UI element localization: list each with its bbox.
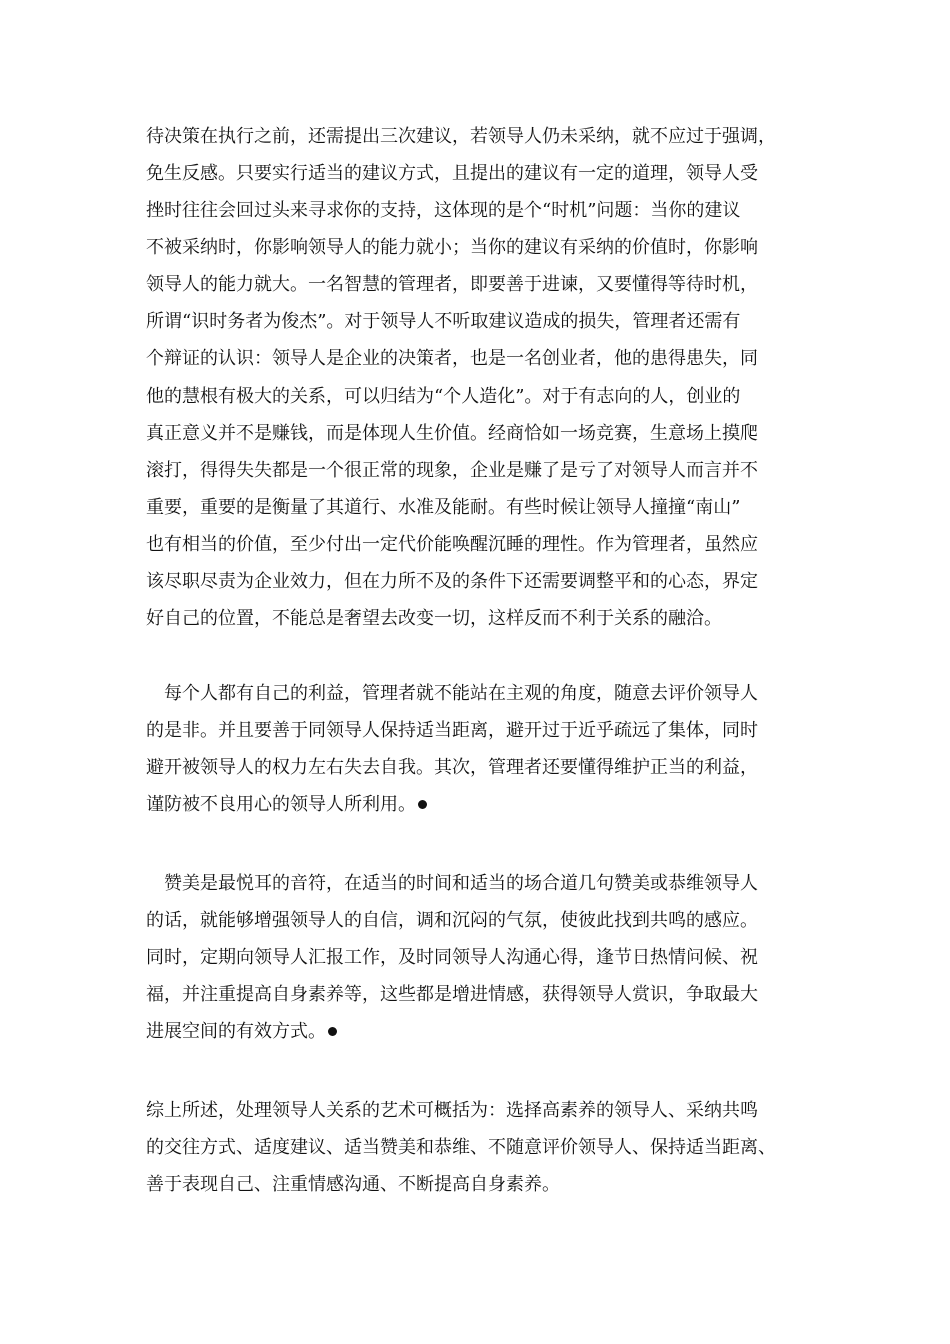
- text-line: 待决策在执行之前，还需提出三次建议，若领导人仍未采纳，就不应过于强调，: [146, 126, 776, 147]
- text-line: 滚打，得得失失都是一个很正常的现象，企业是赚了是亏了对领导人而言并不: [146, 460, 758, 481]
- bullet-dot-icon: [328, 1027, 337, 1036]
- text-line: 他的慧根有极大的关系，可以归结为“个人造化”。对于有志向的人，创业的: [146, 386, 741, 407]
- text-line: 不被采纳时，你影响领导人的能力就小；当你的建议有采纳的价值时，你影响: [146, 237, 758, 258]
- text-line: [146, 793, 427, 817]
- text-line: 赞美是最悦耳的音符，在适当的时间和适当的场合道几句赞美或恭维领导人: [164, 873, 758, 894]
- text-line: 善于表现自己、注重情感沟通、不断提高自身素养。: [146, 1174, 560, 1195]
- text-line: 的交往方式、适度建议、适当赞美和恭维、不随意评价领导人、保持适当距离、: [146, 1137, 776, 1158]
- text-line: 重要，重要的是衡量了其道行、水准及能耐。有些时候让领导人撞撞“南山”: [146, 497, 741, 518]
- text-line: 真正意义并不是赚钱，而是体现人生价值。经商恰如一场竞赛，生意场上摸爬: [146, 423, 758, 444]
- text-line: 避开被领导人的权力左右失去自我。其次，管理者还要懂得维护正当的利益，: [146, 757, 758, 778]
- text-line: 的话，就能够增强领导人的自信，调和沉闷的气氛，使彼此找到共鸣的感应。: [146, 910, 758, 931]
- text-line: 每个人都有自己的利益，管理者就不能站在主观的角度，随意去评价领导人: [164, 683, 758, 704]
- text-line: 所谓“识时务者为俊杰”。对于领导人不听取建议造成的损失，管理者还需有: [146, 311, 741, 332]
- text-line: 领导人的能力就大。一名智慧的管理者，即要善于进谏，又要懂得等待时机，: [146, 274, 758, 295]
- text-line: 好自己的位置，不能总是奢望去改变一切，这样反而不利于关系的融洽。: [146, 608, 722, 629]
- text-line: 综上所述，处理领导人关系的艺术可概括为：选择高素养的领导人、采纳共鸣: [146, 1100, 758, 1121]
- text-line: 个辩证的认识：领导人是企业的决策者，也是一名创业者，他的患得患失，同: [146, 348, 758, 369]
- text-line: 该尽职尽责为企业效力，但在力所不及的条件下还需要调整平和的心态，界定: [146, 571, 758, 592]
- text-line: 同时，定期向领导人汇报工作，及时同领导人沟通心得，逢节日热情问候、祝: [146, 947, 758, 968]
- text-line: 也有相当的价值，至少付出一定代价能唤醒沉睡的理性。作为管理者，虽然应: [146, 534, 758, 555]
- text-line: [146, 1020, 337, 1044]
- text-line: 福，并注重提高自身素养等，这些都是增进情感，获得领导人赏识，争取最大: [146, 984, 758, 1005]
- text-line: 免生反感。只要实行适当的建议方式，且提出的建议有一定的道理，领导人受: [146, 163, 758, 184]
- text-line-content: 进展空间的有效方式。: [146, 1021, 326, 1042]
- bullet-dot-icon: [418, 800, 427, 809]
- text-line-content: 谨防被不良用心的领导人所利用。: [146, 794, 416, 815]
- text-line: 挫时往往会回过头来寻求你的支持，这体现的是个“时机”问题：当你的建议: [146, 200, 741, 221]
- text-line: 的是非。并且要善于同领导人保持适当距离，避开过于近乎疏远了集体，同时: [146, 720, 758, 741]
